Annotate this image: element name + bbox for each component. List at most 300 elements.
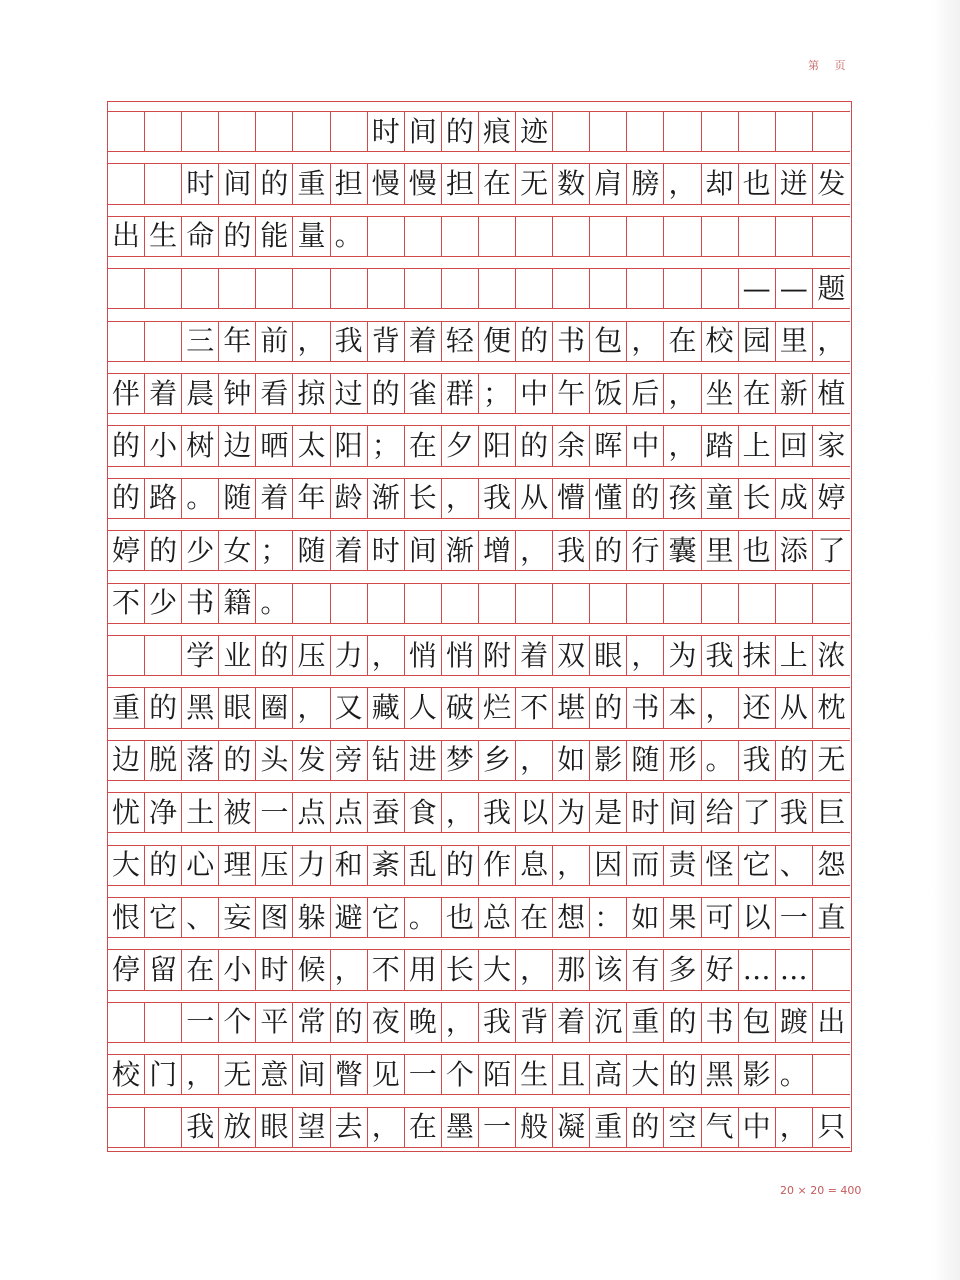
grid-cell: 双 <box>553 636 590 675</box>
grid-cell: 、 <box>776 846 813 885</box>
grid-row <box>108 216 850 257</box>
grid-cell: 有 <box>627 950 664 989</box>
grid-cell: 校 <box>108 1055 145 1094</box>
grid-cell: 的 <box>442 112 479 151</box>
grid-cell: 我 <box>776 793 813 832</box>
grid-cell: 意 <box>256 1055 293 1094</box>
page-number-label: 第 页 <box>808 59 852 72</box>
grid-cell: 一 <box>256 793 293 832</box>
grid-cell <box>108 636 145 675</box>
grid-cell: 又 <box>331 688 368 727</box>
grid-cell: 重 <box>293 164 330 203</box>
grid-cell: 乱 <box>405 846 442 885</box>
grid-cell: 晖 <box>590 426 627 465</box>
grid-cell: 书 <box>553 322 590 361</box>
grid-cell: 的 <box>516 426 553 465</box>
grid-cell <box>627 217 664 256</box>
grid-cell: 了 <box>817 533 846 567</box>
grid-cell: 从 <box>516 479 553 518</box>
grid-cell: ， <box>817 324 846 358</box>
grid-cell: 掠 <box>293 374 330 413</box>
grid-cell: 伴 <box>108 374 145 413</box>
grid-cell: 晨 <box>182 374 219 413</box>
grid-cell: 的 <box>627 1108 664 1147</box>
grid-cell: 午 <box>553 374 590 413</box>
grid-cell: 空 <box>664 1108 701 1147</box>
grid-cell: ， <box>368 636 405 675</box>
grid-cell: 。 <box>405 898 442 937</box>
grid-cell: 着 <box>256 479 293 518</box>
grid-row <box>108 321 850 362</box>
grid-cell: 的 <box>219 741 256 780</box>
grid-cell: 植 <box>817 376 846 410</box>
grid-cell: 点 <box>331 793 368 832</box>
grid-cell: 我 <box>331 322 368 361</box>
grid-cell: 为 <box>664 636 701 675</box>
grid-cell: 发 <box>817 167 846 201</box>
grid-cell <box>664 584 701 623</box>
grid-cell: ， <box>664 426 701 465</box>
grid-cell: 着 <box>145 374 182 413</box>
grid-cell: 里 <box>702 531 739 570</box>
grid-cell: ， <box>442 1003 479 1042</box>
grid-cell: 梦 <box>442 741 479 780</box>
grid-cell <box>256 112 293 151</box>
grid-cell: 避 <box>331 898 368 937</box>
grid-cell: 眼 <box>256 1108 293 1147</box>
grid-cell: 籍 <box>219 584 256 623</box>
grid-row <box>108 373 850 414</box>
grid-cell: 新 <box>776 374 813 413</box>
grid-cell: 少 <box>182 531 219 570</box>
grid-cell: 的 <box>256 636 293 675</box>
grid-cell: 力 <box>293 846 330 885</box>
grid-cell: 果 <box>664 898 701 937</box>
grid-cell: 。 <box>776 1055 813 1094</box>
grid-row <box>108 635 850 676</box>
grid-cell: 我 <box>479 479 516 518</box>
grid-cell: 停 <box>108 950 145 989</box>
grid-cell: 在 <box>182 950 219 989</box>
grid-cell: 业 <box>219 636 256 675</box>
grid-cell: 浓 <box>817 638 846 672</box>
grid-cell: ， <box>776 1108 813 1147</box>
grid-cell: 出 <box>817 1005 846 1039</box>
grid-cell: 饭 <box>590 374 627 413</box>
grid-cell: 能 <box>256 217 293 256</box>
grid-cell: 年 <box>219 322 256 361</box>
grid-cell: 重 <box>590 1108 627 1147</box>
grid-cell: — <box>739 269 776 308</box>
grid-cell: 间 <box>405 531 442 570</box>
grid-cell: 时 <box>627 793 664 832</box>
grid-cell <box>590 584 627 623</box>
grid-cell: ， <box>293 688 330 727</box>
grid-cell: 我 <box>182 1108 219 1147</box>
grid-cell: 行 <box>627 531 664 570</box>
grid-cell <box>108 164 145 203</box>
grid-cell: 一 <box>479 1108 516 1147</box>
grid-cell <box>405 217 442 256</box>
grid-cell: 无 <box>817 743 846 777</box>
grid-cell: 家 <box>817 429 846 463</box>
grid-cell: 的 <box>590 531 627 570</box>
grid-cell: 头 <box>256 741 293 780</box>
grid-cell: 它 <box>368 898 405 937</box>
grid-cell <box>627 112 664 151</box>
grid-cell: ， <box>627 322 664 361</box>
grid-cell: 中 <box>627 426 664 465</box>
grid-cell: 的 <box>516 322 553 361</box>
grid-cell: 力 <box>331 636 368 675</box>
grid-cell: 小 <box>145 426 182 465</box>
grid-cell: 我 <box>739 741 776 780</box>
grid-cell: ， <box>664 164 701 203</box>
grid-cell: 钻 <box>368 741 405 780</box>
grid-cell: ； <box>479 374 516 413</box>
grid-cell: 还 <box>739 688 776 727</box>
grid-row <box>108 897 850 938</box>
grid-cell: 着 <box>553 1003 590 1042</box>
grid-cell: 里 <box>776 322 813 361</box>
grid-cell: 旁 <box>331 741 368 780</box>
grid-cell: 净 <box>145 793 182 832</box>
grid-cell: … <box>739 950 776 989</box>
grid-cell <box>442 584 479 623</box>
grid-cell: 见 <box>368 1055 405 1094</box>
grid-cell <box>405 269 442 308</box>
grid-cell: 间 <box>405 112 442 151</box>
grid-cell <box>368 269 405 308</box>
grid-cell: 书 <box>702 1003 739 1042</box>
grid-cell: 随 <box>293 531 330 570</box>
grid-cell: 我 <box>479 1003 516 1042</box>
grid-cell: 便 <box>479 322 516 361</box>
grid-cell: 紊 <box>368 846 405 885</box>
grid-cell: 包 <box>739 1003 776 1042</box>
grid-cell: ， <box>627 636 664 675</box>
grid-cell: 生 <box>516 1055 553 1094</box>
grid-cell <box>442 217 479 256</box>
grid-cell: ， <box>368 1108 405 1147</box>
grid-cell: 的 <box>664 1055 701 1094</box>
grid-cell: 高 <box>590 1055 627 1094</box>
grid-row <box>108 740 850 781</box>
grid-cell: 压 <box>256 846 293 885</box>
grid-cell: 我 <box>553 531 590 570</box>
grid-cell: 抹 <box>739 636 776 675</box>
grid-cell: 边 <box>219 426 256 465</box>
grid-cell <box>776 584 813 623</box>
grid-cell <box>108 269 145 308</box>
grid-cell: 少 <box>145 584 182 623</box>
grid-cell: 去 <box>331 1108 368 1147</box>
grid-cell: 晚 <box>405 1003 442 1042</box>
grid-cell: 童 <box>702 479 739 518</box>
grid-cell: 般 <box>516 1108 553 1147</box>
grid-cell <box>739 112 776 151</box>
grid-cell: 点 <box>293 793 330 832</box>
grid-cell: 的 <box>108 479 145 518</box>
grid-cell: 添 <box>776 531 813 570</box>
grid-cell: 的 <box>108 426 145 465</box>
grid-cell: 大 <box>479 950 516 989</box>
grid-cell: 时 <box>368 531 405 570</box>
grid-cell: 而 <box>627 846 664 885</box>
grid-cell: 随 <box>219 479 256 518</box>
grid-cell: 担 <box>331 164 368 203</box>
grid-cell: 群 <box>442 374 479 413</box>
grid-cell: 树 <box>182 426 219 465</box>
grid-cell <box>553 584 590 623</box>
grid-cell: ， <box>553 846 590 885</box>
grid-cell: ， <box>516 741 553 780</box>
grid-cell: 怨 <box>817 848 846 882</box>
grid-cell: 前 <box>256 322 293 361</box>
grid-cell: 黑 <box>182 688 219 727</box>
grid-cell: 夕 <box>442 426 479 465</box>
grid-cell: 也 <box>739 531 776 570</box>
grid-cell: 校 <box>702 322 739 361</box>
grid-cell: 影 <box>590 741 627 780</box>
grid-cell: 它 <box>739 846 776 885</box>
grid-cell <box>664 112 701 151</box>
grid-cell: 进 <box>405 741 442 780</box>
grid-cell: 的 <box>145 531 182 570</box>
grid-cell: 慢 <box>368 164 405 203</box>
grid-cell: 时 <box>368 112 405 151</box>
grid-cell: 眼 <box>219 688 256 727</box>
grid-cell: 形 <box>664 741 701 780</box>
grid-cell: 背 <box>516 1003 553 1042</box>
grid-cell: 间 <box>664 793 701 832</box>
grid-cell: 上 <box>739 426 776 465</box>
grid-row <box>108 111 850 152</box>
grid-cell: 门 <box>145 1055 182 1094</box>
grid-cell: 婷 <box>817 481 846 515</box>
grid-cell: 着 <box>331 531 368 570</box>
grid-cell: 用 <box>405 950 442 989</box>
grid-cell <box>256 269 293 308</box>
grid-cell: 不 <box>108 584 145 623</box>
grid-cell: 蚕 <box>368 793 405 832</box>
grid-cell <box>219 112 256 151</box>
grid-cell <box>739 217 776 256</box>
grid-cell: 的 <box>442 846 479 885</box>
grid-cell: 影 <box>739 1055 776 1094</box>
grid-row <box>108 845 850 886</box>
grid-cell: 落 <box>182 741 219 780</box>
grid-cell <box>776 112 813 151</box>
grid-cell: 一 <box>182 1003 219 1042</box>
grid-cell <box>331 269 368 308</box>
grid-cell: 雀 <box>405 374 442 413</box>
grid-cell: 命 <box>182 217 219 256</box>
grid-cell: 着 <box>516 636 553 675</box>
grid-cell: ， <box>331 950 368 989</box>
grid-cell <box>813 584 850 623</box>
grid-cell: 阳 <box>331 426 368 465</box>
grid-cell: 增 <box>479 531 516 570</box>
grid-cell <box>145 164 182 203</box>
grid-cell: 我 <box>702 636 739 675</box>
grid-cell <box>145 112 182 151</box>
grid-cell <box>145 636 182 675</box>
grid-cell <box>813 112 850 151</box>
grid-cell: 路 <box>145 479 182 518</box>
grid-row <box>108 268 850 309</box>
grid-cell <box>553 217 590 256</box>
grid-cell: 婷 <box>108 531 145 570</box>
grid-cell: 重 <box>108 688 145 727</box>
grid-cell: 圈 <box>256 688 293 727</box>
grid-cell: 且 <box>553 1055 590 1094</box>
grid-cell: 一 <box>405 1055 442 1094</box>
grid-cell <box>368 217 405 256</box>
grid-cell <box>739 584 776 623</box>
grid-cell: 恨 <box>108 898 145 937</box>
grid-cell: 后 <box>627 374 664 413</box>
grid-cell: 巨 <box>817 795 846 829</box>
grid-cell: 的 <box>590 688 627 727</box>
grid-cell: 中 <box>516 374 553 413</box>
grid-cell: 该 <box>590 950 627 989</box>
grid-cell: 妄 <box>219 898 256 937</box>
grid-cell: 看 <box>256 374 293 413</box>
grid-cell <box>702 584 739 623</box>
grid-cell: 瞥 <box>331 1055 368 1094</box>
grid-cell: 痕 <box>479 112 516 151</box>
grid-cell <box>627 584 664 623</box>
grid-cell: 钟 <box>219 374 256 413</box>
grid-cell: 被 <box>219 793 256 832</box>
grid-cell: 在 <box>516 898 553 937</box>
grid-cell: 从 <box>776 688 813 727</box>
grid-cell: 放 <box>219 1108 256 1147</box>
grid-cell: 不 <box>368 950 405 989</box>
grid-cell: 我 <box>479 793 516 832</box>
grid-cell: 中 <box>739 1108 776 1147</box>
grid-cell <box>331 584 368 623</box>
grid-cell: 总 <box>479 898 516 937</box>
grid-cell <box>182 269 219 308</box>
grid-cell: ， <box>182 1055 219 1094</box>
grid-cell: 乡 <box>479 741 516 780</box>
grid-cell: 理 <box>219 846 256 885</box>
grid-cell <box>368 584 405 623</box>
grid-cell <box>627 269 664 308</box>
grid-cell: 怪 <box>702 846 739 885</box>
grid-cell: 如 <box>553 741 590 780</box>
grid-row <box>108 1107 850 1148</box>
grid-cell: 坐 <box>702 374 739 413</box>
grid-cell: 留 <box>145 950 182 989</box>
grid-cell <box>479 217 516 256</box>
grid-cell: 回 <box>776 426 813 465</box>
grid-cell: 迹 <box>516 112 553 151</box>
grid-cell: 边 <box>108 741 145 780</box>
grid-cell: 重 <box>627 1003 664 1042</box>
grid-cell: 年 <box>293 479 330 518</box>
grid-cell <box>145 1108 182 1147</box>
grid-cell: 和 <box>331 846 368 885</box>
grid-cell: 堪 <box>553 688 590 727</box>
grid-cell: ， <box>442 479 479 518</box>
grid-cell: 余 <box>553 426 590 465</box>
grid-row <box>108 478 850 519</box>
grid-cell: 躲 <box>293 898 330 937</box>
grid-cell: 书 <box>627 688 664 727</box>
grid-cell <box>293 269 330 308</box>
grid-cell: 。 <box>182 479 219 518</box>
grid-cell: 大 <box>108 846 145 885</box>
grid-cell: 长 <box>442 950 479 989</box>
grid-cell: 凝 <box>553 1108 590 1147</box>
grid-cell: 可 <box>702 898 739 937</box>
grid-cell: 脱 <box>145 741 182 780</box>
grid-cell: 是 <box>590 793 627 832</box>
grid-cell <box>702 269 739 308</box>
grid-cell: ， <box>516 950 553 989</box>
grid-cell <box>108 1108 145 1147</box>
grid-cell: 无 <box>516 164 553 203</box>
grid-cell: 本 <box>664 688 701 727</box>
grid-cell: 发 <box>293 741 330 780</box>
grid-cell <box>293 584 330 623</box>
grid-row <box>108 792 850 833</box>
grid-cell: 担 <box>442 164 479 203</box>
grid-cell: 破 <box>442 688 479 727</box>
grid-cell: 望 <box>293 1108 330 1147</box>
grid-cell <box>516 584 553 623</box>
grid-cell <box>813 1055 850 1094</box>
grid-cell: 心 <box>182 846 219 885</box>
grid-cell <box>108 1003 145 1042</box>
grid-cell: 在 <box>664 322 701 361</box>
grid-cell: 长 <box>405 479 442 518</box>
grid-cell: 常 <box>293 1003 330 1042</box>
grid-cell: 想 <box>553 898 590 937</box>
grid-cell: 时 <box>182 164 219 203</box>
grid-row <box>108 1002 850 1043</box>
grid-cell: 气 <box>702 1108 739 1147</box>
grid-cell <box>479 584 516 623</box>
grid-cell: 个 <box>219 1003 256 1042</box>
grid-cell <box>219 269 256 308</box>
grid-row <box>108 949 850 990</box>
grid-cell: 懵 <box>553 479 590 518</box>
grid-cell: ； <box>368 426 405 465</box>
grid-cell <box>702 112 739 151</box>
grid-cell: 渐 <box>442 531 479 570</box>
grid-cell: 三 <box>182 322 219 361</box>
grid-cell <box>516 269 553 308</box>
grid-cell <box>590 112 627 151</box>
grid-cell: 的 <box>219 217 256 256</box>
grid-cell: 在 <box>479 164 516 203</box>
grid-cell: 图 <box>256 898 293 937</box>
grid-cell <box>331 112 368 151</box>
grid-cell <box>590 269 627 308</box>
grid-cell: 在 <box>739 374 776 413</box>
grid-cell: 太 <box>293 426 330 465</box>
grid-cell: 也 <box>739 164 776 203</box>
grid-cell: 着 <box>405 322 442 361</box>
grid-cell: … <box>776 950 813 989</box>
grid-cell: 枕 <box>817 691 846 725</box>
grid-cell: 藏 <box>368 688 405 727</box>
grid-cell: 。 <box>702 741 739 780</box>
